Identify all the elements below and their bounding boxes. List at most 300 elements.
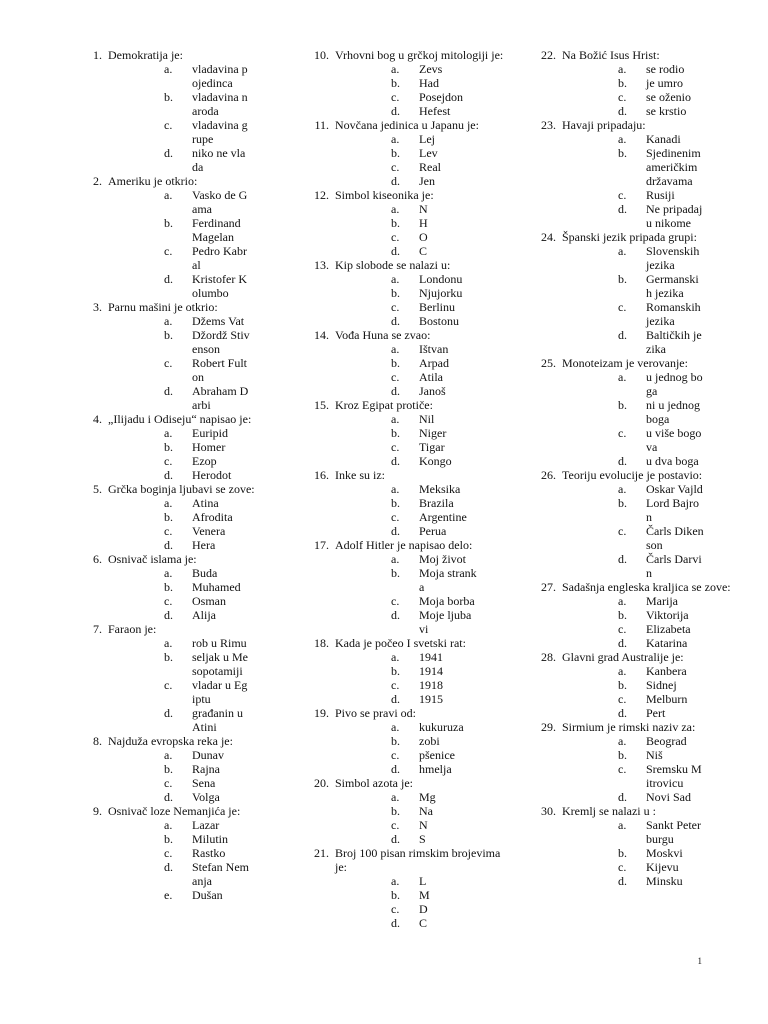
option-text: H <box>419 216 428 230</box>
question-header <box>532 468 732 482</box>
option-text: Sremsku Mitrovicu <box>646 762 702 790</box>
option-text: Kanadi <box>646 132 681 146</box>
option-text: Melburn <box>646 692 688 706</box>
option-text: Osman <box>192 594 226 608</box>
answer-option <box>391 692 477 706</box>
answer-option <box>391 664 477 678</box>
option-letter: b. <box>391 496 400 510</box>
answer-option <box>391 412 477 426</box>
question-header <box>305 188 505 202</box>
answer-option <box>618 818 704 846</box>
option-text: Abraham Darbi <box>192 384 249 412</box>
answer-option <box>164 888 250 902</box>
answer-option <box>164 118 250 146</box>
option-text: u više bogova <box>646 426 702 454</box>
option-text: Milutin <box>192 832 229 846</box>
answer-option <box>618 860 704 874</box>
question-column-3 <box>532 48 732 888</box>
answer-option <box>391 888 477 902</box>
option-text: Ferdinand Magelan <box>192 216 241 244</box>
option-text: Robert Fulton <box>192 356 248 384</box>
answer-option <box>391 874 477 888</box>
option-letter: a. <box>618 244 627 258</box>
option-letter: b. <box>164 510 173 524</box>
option-text: Argentine <box>419 510 467 524</box>
answer-option <box>164 454 250 468</box>
option-text: kukuruza <box>419 720 464 734</box>
question-header <box>532 230 732 244</box>
answer-option <box>391 594 477 608</box>
option-text: C <box>419 916 428 930</box>
option-letter: b. <box>618 146 627 160</box>
option-letter: b. <box>164 440 173 454</box>
option-letter: c. <box>164 356 173 370</box>
option-letter: a. <box>618 370 627 384</box>
question-number: 27. <box>541 580 556 594</box>
answer-option <box>618 664 704 678</box>
option-letter: a. <box>391 650 400 664</box>
answer-option <box>164 524 250 538</box>
question-number: 8. <box>93 734 102 748</box>
question-number: 19. <box>314 706 329 720</box>
question-number: 17. <box>314 538 329 552</box>
question-item <box>305 258 505 328</box>
option-letter: a. <box>618 132 627 146</box>
question-text: Osnivač islama je: <box>108 552 197 566</box>
answer-options <box>78 188 278 300</box>
option-letter: a. <box>391 132 400 146</box>
option-text: Posejdon <box>419 90 464 104</box>
answer-option <box>164 776 250 790</box>
option-text: Sjedinenim američkim državama <box>646 146 701 188</box>
answer-option <box>618 426 704 454</box>
option-letter: b. <box>164 580 173 594</box>
question-header <box>78 482 278 496</box>
option-letter: d. <box>164 384 173 398</box>
question-header <box>78 300 278 314</box>
answer-option <box>164 426 250 440</box>
question-number: 12. <box>314 188 329 202</box>
answer-option <box>391 552 477 566</box>
answer-options <box>305 874 505 930</box>
option-letter: b. <box>391 664 400 678</box>
option-text: ni u jednog boga <box>646 398 700 426</box>
answer-option <box>391 244 477 258</box>
option-text: Lej <box>419 132 435 146</box>
option-text: Čarls Dikenson <box>646 524 704 552</box>
option-letter: d. <box>618 636 627 650</box>
answer-options <box>78 426 278 482</box>
option-letter: b. <box>391 216 400 230</box>
answer-option <box>164 790 250 804</box>
question-item <box>305 636 505 706</box>
answer-option <box>618 272 704 300</box>
question-number: 22. <box>541 48 556 62</box>
answer-option <box>391 174 477 188</box>
answer-option <box>391 790 477 804</box>
question-text: Simbol azota je: <box>335 776 413 790</box>
question-text: Demokratija je: <box>108 48 183 62</box>
option-text: Atina <box>192 496 219 510</box>
option-text: hmelja <box>419 762 452 776</box>
option-letter: a. <box>164 426 173 440</box>
answer-option <box>164 328 250 356</box>
option-text: vladavina naroda <box>192 90 248 118</box>
answer-options <box>78 62 278 174</box>
question-text: Španski jezik pripada grupi: <box>562 230 697 244</box>
answer-option <box>164 832 250 846</box>
option-letter: d. <box>618 104 627 118</box>
answer-option <box>391 804 477 818</box>
answer-option <box>391 734 477 748</box>
option-letter: c. <box>618 300 627 314</box>
question-item <box>305 846 505 930</box>
question-header <box>305 636 505 650</box>
answer-option <box>164 468 250 482</box>
option-text: Beograd <box>646 734 687 748</box>
option-text: Arpad <box>419 356 449 370</box>
answer-option <box>164 678 250 706</box>
answer-option <box>391 678 477 692</box>
answer-option <box>391 762 477 776</box>
option-text: rob u Rimu <box>192 636 247 650</box>
answer-option <box>618 62 704 76</box>
option-letter: c. <box>164 524 173 538</box>
option-letter: a. <box>164 496 173 510</box>
option-text: Oskar Vajld <box>646 482 703 496</box>
option-letter: d. <box>391 916 400 930</box>
option-text: je umro <box>646 76 683 90</box>
answer-option <box>164 244 250 272</box>
option-text: Niš <box>646 748 663 762</box>
option-text: Elizabeta <box>646 622 691 636</box>
option-text: Slovenskih jezika <box>646 244 700 272</box>
option-text: Moj život <box>419 552 466 566</box>
option-text: Čarls Darvin <box>646 552 702 580</box>
option-text: Berlinu <box>419 300 455 314</box>
answer-option <box>618 692 704 706</box>
answer-option <box>391 902 477 916</box>
option-text: Na <box>419 804 433 818</box>
option-letter: c. <box>618 188 627 202</box>
option-text: Baltičkih jezika <box>646 328 702 356</box>
option-text: se krstio <box>646 104 687 118</box>
option-letter: d. <box>164 860 173 874</box>
option-letter: c. <box>164 118 173 132</box>
option-text: M <box>419 888 430 902</box>
answer-option <box>164 440 250 454</box>
question-text: Parnu mašini je otkrio: <box>108 300 218 314</box>
answer-option <box>164 608 250 622</box>
option-letter: b. <box>391 356 400 370</box>
option-letter: c. <box>618 622 627 636</box>
option-letter: b. <box>391 888 400 902</box>
option-text: Katarina <box>646 636 688 650</box>
answer-option <box>164 496 250 510</box>
question-text: „Ilijadu i Odiseju“ napisao je: <box>108 412 252 426</box>
answer-options <box>532 482 732 580</box>
answer-option <box>391 608 477 636</box>
option-letter: d. <box>618 454 627 468</box>
question-item <box>305 468 505 538</box>
option-text: Moje ljubavi <box>419 608 472 636</box>
answer-option <box>391 160 477 174</box>
question-item <box>78 174 278 300</box>
option-letter: b. <box>164 762 173 776</box>
answer-options <box>305 132 505 188</box>
option-text: vladavina grupe <box>192 118 248 146</box>
option-letter: b. <box>391 76 400 90</box>
question-text: Teoriju evolucije je postavio: <box>562 468 703 482</box>
answer-option <box>391 496 477 510</box>
answer-options <box>305 482 505 538</box>
option-letter: a. <box>618 62 627 76</box>
question-header <box>532 650 732 664</box>
answer-option <box>164 384 250 412</box>
answer-option <box>164 650 250 678</box>
answer-options <box>78 314 278 412</box>
answer-options <box>78 566 278 622</box>
option-letter: a. <box>164 188 173 202</box>
option-text: Londonu <box>419 272 463 286</box>
option-letter: c. <box>391 748 400 762</box>
option-text: Bostonu <box>419 314 460 328</box>
option-text: Njujorku <box>419 286 463 300</box>
option-text: Buda <box>192 566 218 580</box>
question-text: Kroz Egipat protiče: <box>335 398 433 412</box>
option-text: 1915 <box>419 692 443 706</box>
question-text: Na Božić Isus Hrist: <box>562 48 660 62</box>
answer-option <box>391 314 477 328</box>
answer-option <box>391 132 477 146</box>
answer-option <box>164 62 250 90</box>
option-letter: b. <box>618 608 627 622</box>
answer-options <box>532 244 732 356</box>
option-text: Kijevu <box>646 860 679 874</box>
answer-option <box>164 356 250 384</box>
question-header <box>532 356 732 370</box>
question-text: Kremlj se nalazi u : <box>562 804 656 818</box>
option-text: Homer <box>192 440 226 454</box>
question-text: Osnivač loze Nemanjića je: <box>108 804 241 818</box>
answer-option <box>164 818 250 832</box>
answer-option <box>618 202 704 230</box>
answer-options <box>78 636 278 734</box>
option-letter: c. <box>391 818 400 832</box>
answer-option <box>618 678 704 692</box>
answer-option <box>391 510 477 524</box>
option-text: u dva boga <box>646 454 699 468</box>
question-item <box>305 48 505 118</box>
answer-options <box>532 62 732 118</box>
option-letter: a. <box>391 272 400 286</box>
answer-option <box>391 76 477 90</box>
answer-option <box>164 538 250 552</box>
answer-option <box>618 734 704 748</box>
question-item <box>532 356 732 468</box>
answer-option <box>391 832 477 846</box>
option-text: Tigar <box>419 440 445 454</box>
option-letter: a. <box>164 818 173 832</box>
option-letter: a. <box>164 62 173 76</box>
question-number: 14. <box>314 328 329 342</box>
option-letter: d. <box>391 384 400 398</box>
option-letter: a. <box>618 594 627 608</box>
question-text: Kada je počeo I svetski rat: <box>335 636 466 650</box>
option-text: Euripid <box>192 426 228 440</box>
question-item <box>532 804 732 888</box>
answer-options <box>532 370 732 468</box>
question-number: 29. <box>541 720 556 734</box>
answer-options <box>305 412 505 468</box>
answer-option <box>391 370 477 384</box>
option-text: Venera <box>192 524 226 538</box>
answer-option <box>618 146 704 188</box>
option-letter: d. <box>618 706 627 720</box>
answer-option <box>618 524 704 552</box>
option-letter: b. <box>391 426 400 440</box>
option-text: N <box>419 818 428 832</box>
option-letter: d. <box>164 538 173 552</box>
answer-option <box>391 146 477 160</box>
option-text: vladar u Egiptu <box>192 678 248 706</box>
option-letter: a. <box>164 748 173 762</box>
option-letter: b. <box>618 76 627 90</box>
option-letter: b. <box>618 678 627 692</box>
option-letter: c. <box>618 524 627 538</box>
question-number: 1. <box>93 48 102 62</box>
answer-option <box>164 314 250 328</box>
question-item <box>305 776 505 846</box>
question-header <box>532 580 732 594</box>
answer-option <box>391 356 477 370</box>
question-item <box>532 720 732 804</box>
option-letter: d. <box>164 146 173 160</box>
question-number: 24. <box>541 230 556 244</box>
answer-option <box>391 216 477 230</box>
option-text: Had <box>419 76 439 90</box>
question-item <box>305 188 505 258</box>
option-letter: c. <box>391 678 400 692</box>
answer-option <box>391 384 477 398</box>
option-letter: a. <box>391 552 400 566</box>
option-text: S <box>419 832 426 846</box>
answer-option <box>618 328 704 356</box>
question-number: 3. <box>93 300 102 314</box>
option-text: Dunav <box>192 748 224 762</box>
option-text: seljak u Mesopotamiji <box>192 650 248 678</box>
option-letter: d. <box>391 608 400 622</box>
question-item <box>78 412 278 482</box>
option-text: Janoš <box>419 384 446 398</box>
option-text: Volga <box>192 790 220 804</box>
answer-option <box>164 846 250 860</box>
question-header <box>78 48 278 62</box>
answer-options <box>532 594 732 650</box>
answer-options <box>305 790 505 846</box>
answer-option <box>391 524 477 538</box>
option-letter: c. <box>164 776 173 790</box>
option-text: Germanskih jezika <box>646 272 699 300</box>
answer-options <box>78 748 278 804</box>
answer-option <box>164 706 250 734</box>
option-text: Džems Vat <box>192 314 245 328</box>
option-letter: c. <box>391 510 400 524</box>
question-number: 9. <box>93 804 102 818</box>
option-letter: d. <box>164 706 173 720</box>
question-text: Faraon je: <box>108 622 157 636</box>
answer-option <box>164 762 250 776</box>
answer-option <box>618 790 704 804</box>
answer-option <box>618 244 704 272</box>
answer-options <box>305 720 505 776</box>
option-text: Džordž Stivenson <box>192 328 250 356</box>
answer-options <box>532 818 732 888</box>
question-number: 23. <box>541 118 556 132</box>
answer-options <box>305 342 505 398</box>
answer-option <box>164 272 250 300</box>
option-text: Meksika <box>419 482 461 496</box>
answer-option <box>164 594 250 608</box>
option-letter: a. <box>164 566 173 580</box>
option-text: Sena <box>192 776 216 790</box>
option-text: Ištvan <box>419 342 449 356</box>
question-text: Inke su iz: <box>335 468 385 482</box>
question-number: 25. <box>541 356 556 370</box>
option-letter: b. <box>391 734 400 748</box>
option-letter: c. <box>164 678 173 692</box>
option-text: Rastko <box>192 846 226 860</box>
option-letter: c. <box>391 300 400 314</box>
question-number: 28. <box>541 650 556 664</box>
option-letter: b. <box>164 832 173 846</box>
question-item <box>305 538 505 636</box>
question-text: Simbol kiseonika je: <box>335 188 434 202</box>
question-header <box>532 720 732 734</box>
option-text: Muhamed <box>192 580 241 594</box>
option-letter: d. <box>618 874 627 888</box>
option-letter: a. <box>618 664 627 678</box>
option-text: Herodot <box>192 468 232 482</box>
answer-option <box>618 104 704 118</box>
answer-option <box>391 440 477 454</box>
option-text: Zevs <box>419 62 443 76</box>
option-text: D <box>419 902 428 916</box>
option-letter: c. <box>391 594 400 608</box>
option-text: Lord Bajron <box>646 496 699 524</box>
question-number: 6. <box>93 552 102 566</box>
answer-option <box>391 566 477 594</box>
answer-option <box>391 286 477 300</box>
answer-option <box>618 594 704 608</box>
question-text: Vrhovni bog u grčkoj mitologiji je: <box>335 48 504 62</box>
answer-option <box>618 454 704 468</box>
question-number: 2. <box>93 174 102 188</box>
answer-option <box>391 454 477 468</box>
option-text: Rajna <box>192 762 220 776</box>
answer-option <box>618 636 704 650</box>
option-text: Minsku <box>646 874 683 888</box>
question-header <box>305 328 505 342</box>
option-text: 1918 <box>419 678 443 692</box>
option-text: Afrodita <box>192 510 233 524</box>
answer-option <box>618 398 704 426</box>
answer-option <box>391 818 477 832</box>
option-letter: a. <box>391 202 400 216</box>
option-text: vladavina pojedinca <box>192 62 248 90</box>
answer-option <box>164 146 250 174</box>
question-header <box>305 776 505 790</box>
